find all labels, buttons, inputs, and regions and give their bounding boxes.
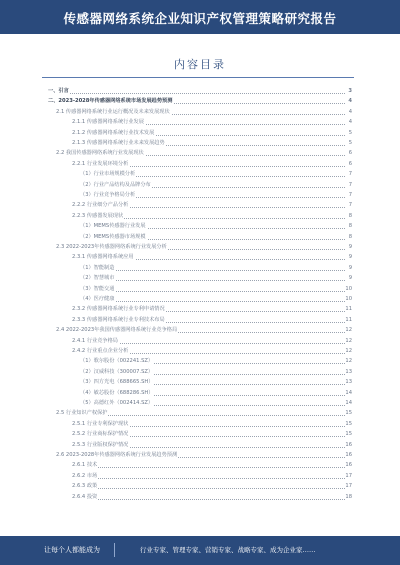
toc-entry-label: 2.6.1 技术 <box>72 462 98 469</box>
toc-entry-label: 2.1.1 传感器网络系统行业发展 <box>72 119 144 126</box>
toc-leader-dots <box>80 291 345 292</box>
toc-entry-label: 2.2.2 行业细分产品分析 <box>72 202 129 209</box>
toc-entry[interactable] <box>0 192 400 199</box>
toc-heading: 内容目录 <box>174 58 226 71</box>
footer-slogan: 让每个人都能成为 <box>44 546 100 554</box>
heading-rule <box>42 77 354 78</box>
toc-entry[interactable] <box>0 213 400 220</box>
toc-page-number: 5 <box>348 140 352 146</box>
toc-page-number: 16 <box>345 441 352 448</box>
toc-entry-label: 2.1 传感器网络系统行业运行概况及未来发展现状 <box>56 108 170 115</box>
toc-entry[interactable] <box>0 327 400 334</box>
toc-leader-dots <box>80 270 345 271</box>
toc-page-number: 14 <box>345 400 352 406</box>
toc-entry-label: （1）智能制造 <box>80 264 115 271</box>
toc-entry-label: （1）行业市场规模分析 <box>80 171 136 178</box>
toc-entry-label: （2）智慧城市 <box>80 275 115 282</box>
toc-entry-label: 2.3.2 传感器网络系统行业专利申请情况 <box>72 306 165 313</box>
toc-entry-label: 2.2.3 传感器发展现状 <box>72 212 124 219</box>
toc-entry[interactable] <box>0 109 400 116</box>
toc-entry[interactable] <box>0 286 400 293</box>
toc-page-number: 9 <box>348 264 352 271</box>
toc-entry[interactable] <box>0 317 400 324</box>
toc-page-number: 3 <box>348 88 352 94</box>
toc-page-number: 12 <box>345 358 352 365</box>
toc-page-number: 10 <box>345 285 352 292</box>
toc-entry-label: 2.2 我国传感器网络系统行业发展现状 <box>56 150 144 157</box>
toc-entry[interactable] <box>0 140 400 147</box>
toc-entry-label: （5）高德红外（002414.SZ） <box>80 400 154 406</box>
toc-entry-label: 2.2.1 行业发展环境分析 <box>72 160 129 167</box>
toc-page-number: 13 <box>345 379 352 386</box>
toc-entry[interactable] <box>0 306 400 313</box>
toc-entry[interactable] <box>0 296 400 303</box>
toc-entry[interactable] <box>0 431 400 438</box>
toc-page-number: 8 <box>348 223 352 230</box>
toc-page-number: 4 <box>348 98 352 105</box>
toc-entry[interactable] <box>0 130 400 137</box>
toc-entry-label: （3）四方光电（688665.SH） <box>80 379 154 386</box>
toc-entry[interactable] <box>0 98 400 105</box>
toc-page-number: 13 <box>345 368 352 375</box>
toc-page-number: 18 <box>345 493 352 500</box>
toc-entry[interactable] <box>0 88 400 95</box>
toc-leader-dots <box>72 478 345 479</box>
toc-entry[interactable] <box>0 234 400 241</box>
toc-entry[interactable] <box>0 338 400 345</box>
toc-page-number: 6 <box>348 150 352 157</box>
toc-page-number: 15 <box>345 431 352 438</box>
toc-entry[interactable] <box>0 379 400 386</box>
toc-entry-label: （2）行业产品结构及品牌分布 <box>80 181 151 188</box>
toc-leader-dots <box>72 488 345 489</box>
toc-page-number: 4 <box>348 119 352 126</box>
footer-tagline: 行业专家、管理专家、营销专家、战略专家、成为企业家…… <box>140 546 316 554</box>
toc-page-number: 12 <box>345 337 352 344</box>
toc-page-number: 7 <box>348 181 352 188</box>
toc-page-number: 9 <box>348 254 352 261</box>
toc-entry[interactable] <box>0 202 400 209</box>
toc-entry[interactable] <box>0 244 400 251</box>
toc-entry-label: 2.6 2023-2028年传感器网络系统行业发展趋势预测 <box>56 452 178 458</box>
toc-page-number: 5 <box>348 129 352 136</box>
toc-entry[interactable] <box>0 348 400 355</box>
toc-page-number: 11 <box>345 306 352 313</box>
toc-entry-label: （4）敏芯股份（688286.SH） <box>80 389 154 396</box>
toc-entry[interactable] <box>0 161 400 168</box>
toc-leader-dots <box>80 301 345 302</box>
toc-entry[interactable] <box>0 483 400 490</box>
toc-page-number: 16 <box>345 452 352 458</box>
toc-page-number: 12 <box>345 348 352 354</box>
toc-leader-dots <box>80 280 345 281</box>
toc-entry-label: 2.6.3 政策 <box>72 483 98 490</box>
toc-page-number: 17 <box>345 472 352 479</box>
toc-entry[interactable] <box>0 171 400 178</box>
toc-page-number: 17 <box>345 483 352 490</box>
toc-entry[interactable] <box>0 410 400 417</box>
toc-page-number: 11 <box>345 316 352 323</box>
toc-entry-label: （1）歌尔股份（002241.SZ） <box>80 358 154 365</box>
toc-entry[interactable] <box>0 369 400 376</box>
toc-page-number: 9 <box>348 275 352 282</box>
toc-entry-label: （1）MEMS传感器行业发展 <box>80 223 146 230</box>
toc-page-number: 7 <box>348 171 352 178</box>
toc-entry-label: 2.1.2 传感器网络系统行业技术发展 <box>72 129 155 136</box>
toc-entry-label: 2.5.2 行业商标保护情况 <box>72 431 129 438</box>
report-title: 传感器网络系统企业知识产权管理策略研究报告 <box>63 11 337 26</box>
toc-entry-label: （4）医疗健康 <box>80 296 115 302</box>
footer-divider <box>114 543 115 557</box>
toc-page-number: 16 <box>345 462 352 469</box>
header-banner <box>0 0 400 34</box>
toc-entry[interactable] <box>0 462 400 469</box>
toc-entry-label: （3）智能交通 <box>80 285 115 292</box>
toc-entry[interactable] <box>0 421 400 428</box>
toc-entry-label: 2.3.1 传感器网络系统应用 <box>72 254 134 261</box>
toc-entry-label: 2.3.3 传感器网络系统行业专利技术布局 <box>72 316 165 323</box>
toc-entry[interactable] <box>0 400 400 407</box>
toc-page-number: 7 <box>348 192 352 198</box>
toc-entry[interactable] <box>0 265 400 272</box>
toc-entry-label: （2）MEMS传感器市场规模 <box>80 233 146 240</box>
toc-page-number: 12 <box>345 327 352 334</box>
toc-entry[interactable] <box>0 473 400 480</box>
toc-entry[interactable] <box>0 442 400 449</box>
toc-entry-label: 2.6.2 市场 <box>72 472 98 479</box>
toc-entry[interactable] <box>0 150 400 157</box>
toc-page-number: 8 <box>348 233 352 240</box>
toc-leader-dots <box>72 467 345 468</box>
toc-page-number: 9 <box>348 244 352 250</box>
toc-entry-label: 2.3 2022-2023年传感器网络系统行业发展分析 <box>56 244 167 250</box>
toc-entry[interactable] <box>0 452 400 459</box>
toc-entry[interactable] <box>0 254 400 261</box>
toc-leader-dots <box>48 93 345 94</box>
toc-page-number: 8 <box>348 212 352 219</box>
toc-entry-label: 2.5.3 行业版权保护情况 <box>72 441 129 448</box>
toc-entry[interactable] <box>0 494 400 501</box>
toc-entry[interactable] <box>0 182 400 189</box>
toc-page-number: 10 <box>345 296 352 302</box>
toc-page-number: 15 <box>345 410 352 417</box>
toc-entry-label: 2.4.1 行业竞争格局 <box>72 337 118 344</box>
toc-entry-label: 2.5 行业知识产权保护 <box>56 410 108 417</box>
toc-entry-label: （3）行业竞争格局分析 <box>80 192 136 198</box>
toc-entry[interactable] <box>0 390 400 397</box>
toc-page-number: 14 <box>345 389 352 396</box>
toc-leader-dots <box>72 499 345 500</box>
toc-entry-label: （2）汉威科技（300007.SZ） <box>80 368 154 375</box>
footer-banner <box>0 536 400 565</box>
toc-page-number: 6 <box>348 160 352 167</box>
toc-entry-label: 二、2023-2028年传感器网络系统市场发展趋势预测 <box>48 98 173 105</box>
toc-page-number: 7 <box>348 202 352 209</box>
toc-page-number: 15 <box>345 420 352 427</box>
toc-entry-label: 2.6.4 投资 <box>72 493 98 500</box>
toc-entry[interactable] <box>0 119 400 126</box>
toc-entry-label: 2.1.3 传感器网络系统行业未来发展趋势 <box>72 140 165 146</box>
toc-entry[interactable] <box>0 358 400 365</box>
toc-entry-label: 2.4.2 行业重点企业分析 <box>72 348 129 354</box>
toc-page-number: 4 <box>348 108 352 115</box>
toc-entry-label: 2.4 2022-2023年我国传感器网络系统行业竞争格局 <box>56 327 178 334</box>
toc-entry[interactable] <box>0 275 400 282</box>
toc-entry[interactable] <box>0 223 400 230</box>
toc-entry-label: 一、引言 <box>48 88 69 94</box>
toc-entry-label: 2.5.1 行业专利保护现状 <box>72 420 129 427</box>
